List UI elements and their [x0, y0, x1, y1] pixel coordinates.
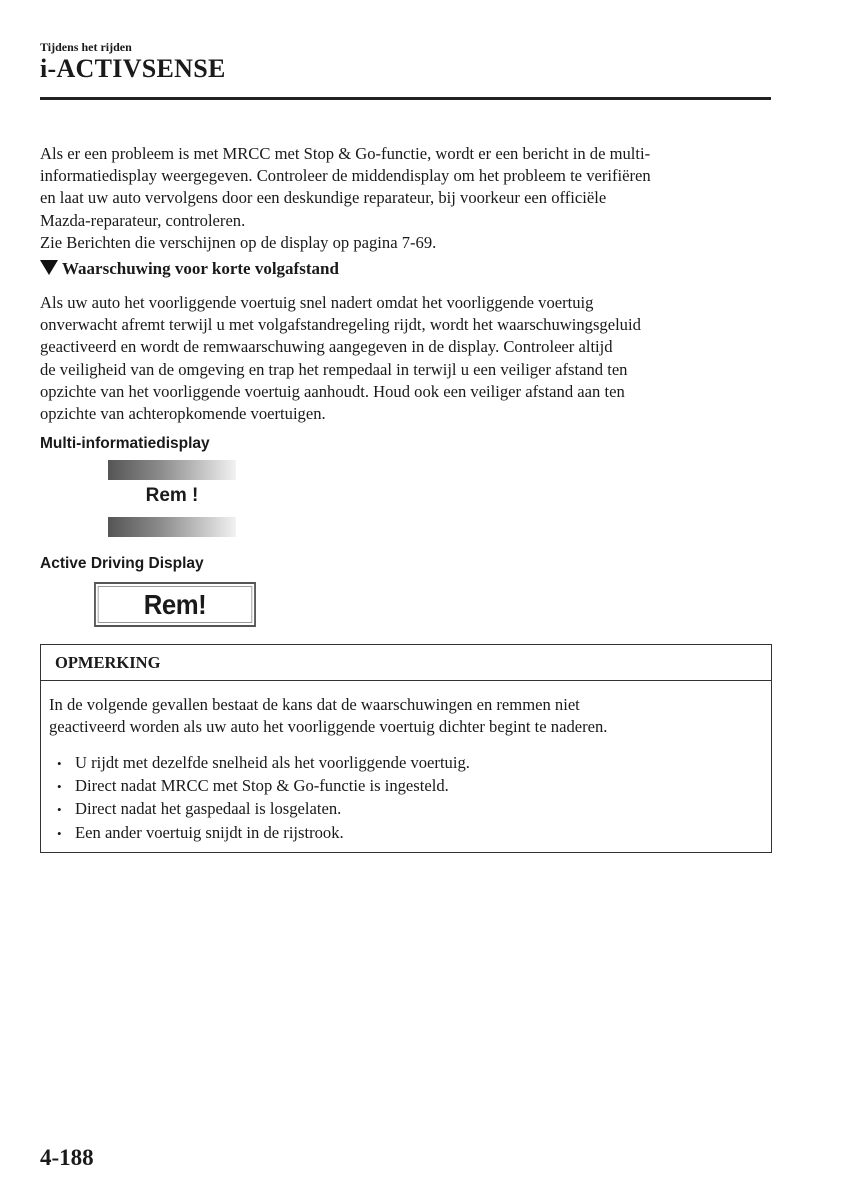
list-item — [57, 752, 470, 775]
bullet: • — [57, 756, 62, 771]
text-line: geactiveerd worden als uw auto het voorliggende voertuig dichter begint te naderen. — [49, 717, 608, 737]
display-gradient-bar-bottom — [108, 517, 236, 537]
triangle-down-icon — [40, 260, 58, 275]
list-item-text: Een ander voertuig snijdt in de rijstrook. — [75, 822, 344, 842]
active-driving-display-label: Active Driving Display — [40, 555, 204, 572]
subheading-text: Waarschuwing voor korte volgafstand — [62, 259, 339, 278]
note-title: OPMERKING — [41, 645, 771, 681]
text-line: opzichte van het voorliggende voertuig aanhoudt. Houd ook een veiliger afstand aan ten — [40, 381, 625, 401]
bullet: • — [57, 825, 62, 841]
bullet: • — [57, 802, 62, 818]
list-item-text: Direct nadat MRCC met Stop & Go-functie is ingesteld. — [75, 776, 449, 796]
list-item — [57, 775, 470, 798]
active-driving-brake-warning: Rem! — [94, 582, 256, 627]
note-list — [57, 752, 470, 845]
list-item-text: U rijdt met dezelfde snelheid als het voorliggende voertuig. — [75, 753, 470, 772]
text-line: In de volgende gevallen bestaat de kans dat de waarschuwingen en remmen niet — [49, 695, 580, 714]
text-line: geactiveerd en wordt de remwaarschuwing aangegeven in de display. Controleer altijd — [40, 337, 613, 357]
intro-paragraph — [40, 143, 775, 254]
list-item — [57, 798, 470, 821]
display-gradient-bar-top — [108, 460, 236, 480]
text-line: Zie Berichten die verschijnen op de display op pagina 7-69. — [40, 232, 437, 252]
note-intro — [49, 694, 607, 738]
title-divider — [40, 97, 771, 100]
list-item-text: Direct nadat het gaspedaal is losgelaten. — [75, 799, 342, 819]
section-subheading — [40, 259, 339, 279]
bullet: • — [57, 779, 62, 795]
section-label: Tijdens het rijden — [40, 40, 132, 54]
note-box — [40, 644, 772, 853]
page-title: i-ACTIVSENSE — [40, 54, 226, 83]
text-line: Mazda-reparateur, controleren. — [40, 210, 246, 230]
warning-paragraph — [40, 292, 775, 425]
page-number: 4-188 — [40, 1145, 94, 1170]
text-line: Als er een probleem is met MRCC met Stop & Go-functie, wordt er een bericht in de multi- — [40, 144, 651, 163]
text-line: informatiedisplay weergegeven. Controleer de middendisplay om het probleem te verifiëren — [40, 166, 651, 186]
text-line: Als uw auto het voorliggende voertuig snel nadert omdat het voorliggende voertuig — [40, 293, 594, 312]
multi-info-brake-warning: Rem ! — [145, 485, 199, 506]
list-item — [57, 822, 470, 845]
multi-info-display-label: Multi-informatiedisplay — [40, 435, 210, 452]
text-line: opzichte van achteropkomende voertuigen. — [40, 404, 326, 424]
text-line: de veiligheid van de omgeving en trap het rempedaal in terwijl u een veiliger afstand ten — [40, 359, 628, 379]
text-line: onverwacht afremt terwijl u met volgafstandregeling rijdt, wordt het waarschuwingsgeluid — [40, 315, 641, 335]
text-line: en laat uw auto vervolgens door een deskundige reparateur, bij voorkeur een officiële — [40, 188, 607, 208]
